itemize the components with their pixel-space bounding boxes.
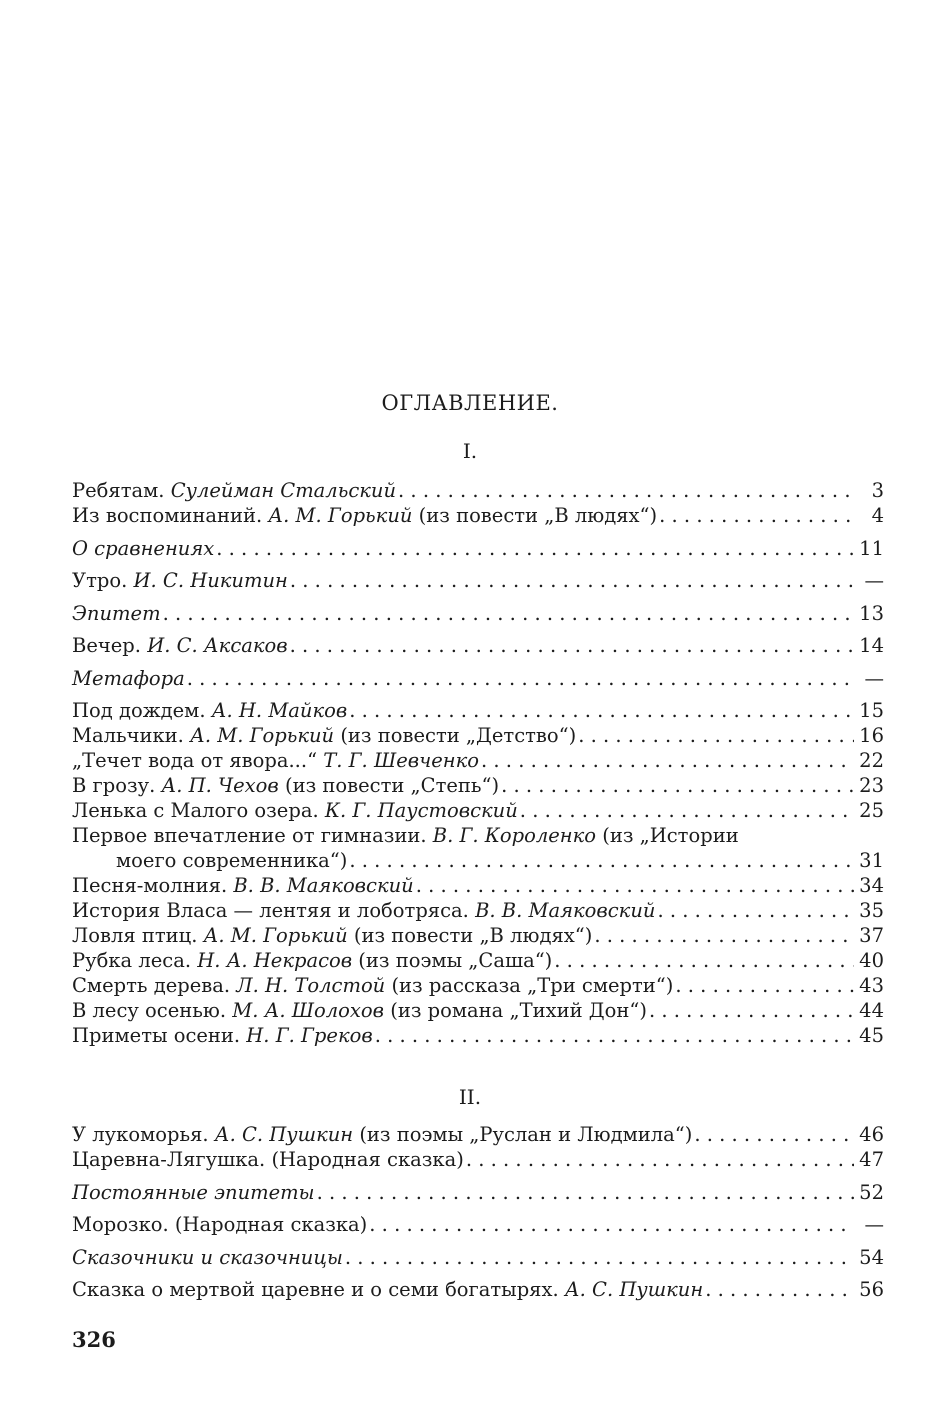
leader-dots — [675, 973, 854, 998]
leader-dots — [694, 1122, 854, 1147]
entry-page: — — [864, 666, 884, 690]
leader-dots — [398, 478, 854, 503]
entry-page: 34 — [859, 874, 884, 897]
leader-dots — [216, 536, 854, 561]
entry-page: 4 — [871, 504, 884, 527]
entry-author: В. В. Маяковский — [475, 899, 656, 922]
toc-entry — [72, 536, 884, 561]
entry-author: М. А. Шолохов — [232, 999, 385, 1022]
entry-title: Утро. — [72, 569, 134, 592]
entry-title: В грозу. — [72, 774, 162, 797]
entry-title: В лесу осенью. — [72, 999, 233, 1022]
toc-entry — [72, 478, 884, 503]
entry-author: Сулейман Стальский — [170, 479, 397, 502]
leader-dots — [578, 723, 854, 748]
toc-entry — [72, 923, 884, 948]
entry-page: 37 — [859, 924, 884, 947]
entry-page: 11 — [859, 536, 884, 560]
entry-page: 35 — [859, 899, 884, 922]
entry-note: (из повести „В людях“) — [347, 924, 593, 947]
leader-dots — [520, 798, 854, 823]
entry-author: В. В. Маяковский — [233, 874, 414, 897]
toc-entry — [72, 773, 884, 798]
entry-note: (из рассказа „Три смерти“) — [385, 974, 674, 997]
leader-dots — [349, 698, 854, 723]
entry-page: 54 — [859, 1245, 884, 1269]
entry-author: И. С. Аксаков — [147, 634, 288, 657]
entry-page: 13 — [859, 601, 884, 625]
leader-dots — [163, 601, 854, 626]
entry-author: Т. Г. Шевченко — [323, 749, 479, 772]
entry-page: — — [864, 569, 884, 592]
entry-title: Из воспоминаний. — [72, 504, 269, 527]
entry-page: 25 — [859, 799, 884, 822]
toc-entry — [72, 666, 884, 691]
entry-page: 15 — [859, 699, 884, 722]
entry-note-continued: моего современника“) — [116, 849, 348, 872]
entry-page: 47 — [859, 1148, 884, 1171]
entry-title: Ловля птиц. — [72, 924, 204, 947]
leader-dots — [705, 1277, 854, 1302]
toc-entry — [72, 601, 884, 626]
entry-title: Песня-молния. — [72, 874, 234, 897]
section-heading-2: II. — [458, 1085, 482, 1109]
toc-entry — [72, 568, 884, 593]
leader-dots — [375, 1023, 854, 1048]
entry-note: (из повести „Детство“) — [334, 724, 577, 747]
entry-author: А. М. Горький — [268, 504, 413, 527]
entry-title: Сказка о мертвой царевне и о семи богатырях. — [72, 1278, 565, 1301]
entry-topic: Постоянные эпитеты — [72, 1180, 315, 1204]
entry-page: 40 — [859, 949, 884, 972]
toc-entry — [72, 1180, 884, 1205]
entry-topic: Эпитет — [72, 601, 161, 625]
entry-title: Ленька с Малого озера. — [72, 799, 325, 822]
entry-title: Мальчики. — [72, 724, 191, 747]
leader-dots — [369, 1212, 854, 1237]
entry-page: 52 — [859, 1180, 884, 1204]
entry-page: 31 — [859, 849, 884, 872]
leader-dots — [481, 748, 854, 773]
leader-dots — [416, 873, 854, 898]
entry-page: 43 — [859, 974, 884, 997]
toc-entry — [72, 1277, 884, 1302]
toc-entry — [72, 698, 884, 723]
entry-note: (из поэмы „Руслан и Людмила“) — [353, 1123, 693, 1146]
entry-note: (из повести „В людях“) — [412, 504, 658, 527]
toc-entry — [72, 1212, 884, 1237]
leader-dots — [466, 1147, 854, 1172]
page-title: ОГЛАВЛЕНИЕ. — [381, 391, 559, 415]
entry-title: Морозко. (Народная сказка) — [72, 1213, 368, 1236]
entry-title: „Течет вода от явора...“ — [72, 749, 324, 772]
entry-title: Под дождем. — [72, 699, 212, 722]
entry-page: 45 — [859, 1024, 884, 1047]
entry-author: И. С. Никитин — [133, 569, 288, 592]
entry-author: К. Г. Паустовский — [324, 799, 518, 822]
entry-author: Н. Г. Греков — [246, 1024, 373, 1047]
entry-topic: Метафора — [72, 666, 185, 690]
toc-entry — [72, 973, 884, 998]
toc-entry — [72, 798, 884, 823]
toc-entry — [72, 723, 884, 748]
entry-title: Смерть дерева. — [72, 974, 237, 997]
toc-entry — [72, 1122, 884, 1147]
leader-dots — [501, 773, 854, 798]
toc-entry — [72, 633, 884, 658]
entry-topic: О сравнениях — [72, 536, 215, 560]
entry-note: (из „Истории — [596, 824, 739, 847]
leader-dots — [659, 503, 854, 528]
leader-dots — [317, 1180, 854, 1205]
entry-title: Ребятам. — [72, 479, 171, 502]
entry-page: 22 — [859, 749, 884, 772]
entry-page: — — [864, 1213, 884, 1236]
entry-page: 14 — [859, 634, 884, 657]
entry-author: А. П. Чехов — [161, 774, 279, 797]
entry-title: Царевна-Лягушка. (Народная сказка) — [72, 1148, 464, 1171]
leader-dots — [657, 898, 854, 923]
entry-page: 56 — [859, 1278, 884, 1301]
entry-page: 16 — [859, 724, 884, 747]
leader-dots — [594, 923, 854, 948]
entry-page: 46 — [859, 1123, 884, 1146]
leader-dots — [649, 998, 854, 1023]
leader-dots — [554, 948, 854, 973]
toc-entry — [72, 873, 884, 898]
entry-author: Н. А. Некрасов — [197, 949, 353, 972]
entry-title: Первое впечатление от гимназии. — [72, 824, 433, 847]
toc-entry-multiline — [72, 823, 884, 873]
toc-section-1 — [72, 478, 884, 1048]
leader-dots — [187, 666, 854, 691]
entry-title: Вечер. — [72, 634, 148, 657]
leader-dots — [290, 633, 854, 658]
entry-author: В. Г. Короленко — [432, 824, 597, 847]
toc-entry — [72, 898, 884, 923]
leader-dots — [290, 568, 854, 593]
leader-dots — [349, 848, 854, 873]
entry-note: (из поэмы „Саша“) — [352, 949, 553, 972]
toc-entry — [72, 1147, 884, 1172]
entry-page: 23 — [859, 774, 884, 797]
page-number: 326 — [72, 1327, 116, 1352]
toc-entry — [72, 1245, 884, 1270]
entry-title: Рубка леса. — [72, 949, 198, 972]
entry-title: История Власа — лентяя и лоботряса. — [72, 899, 476, 922]
section-heading-1: I. — [462, 439, 478, 463]
toc-entry — [72, 948, 884, 973]
entry-title: Приметы осени. — [72, 1024, 247, 1047]
toc-entry — [72, 748, 884, 773]
toc-entry — [72, 503, 884, 528]
entry-author: А. М. Горький — [190, 724, 335, 747]
entry-title: У лукоморья. — [72, 1123, 215, 1146]
toc-section-2 — [72, 1122, 884, 1302]
entry-author: А. Н. Майков — [211, 699, 348, 722]
entry-note: (из романа „Тихий Дон“) — [384, 999, 647, 1022]
entry-author: Л. Н. Толстой — [236, 974, 386, 997]
entry-topic: Сказочники и сказочницы — [72, 1245, 343, 1269]
entry-author: А. С. Пушкин — [214, 1123, 354, 1146]
entry-page: 44 — [859, 999, 884, 1022]
entry-note: (из повести „Степь“) — [278, 774, 500, 797]
toc-entry — [72, 998, 884, 1023]
leader-dots — [345, 1245, 854, 1270]
entry-author: А. С. Пушкин — [564, 1278, 704, 1301]
entry-page: 3 — [871, 479, 884, 502]
entry-author: А. М. Горький — [203, 924, 348, 947]
toc-entry — [72, 1023, 884, 1048]
